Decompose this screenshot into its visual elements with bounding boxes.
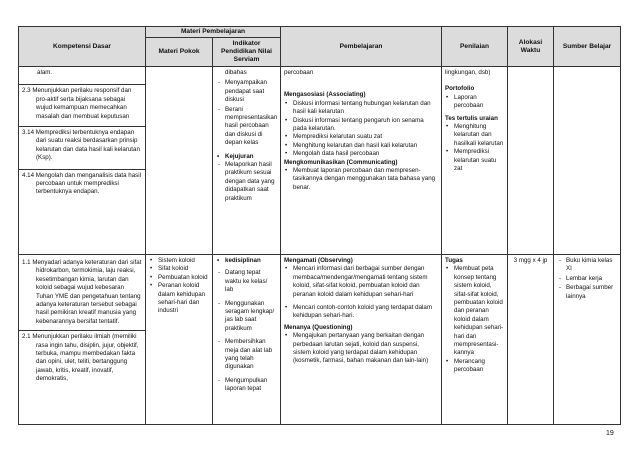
pembelajaran-heading: Mengamati (Observing)	[284, 257, 353, 264]
list-item: - Membersihkan meja dan alat lab yang telah digunakan	[225, 338, 277, 372]
list-item: • Sifat koloid	[158, 265, 209, 273]
list-item: • Diskusi informasi tentang hubungan kelarutan dan hasil kali kelarutan	[293, 100, 438, 117]
materi-list	[149, 257, 209, 316]
list-item: - Lembar kerja	[566, 275, 617, 283]
header-materi-pokok: Materi Pokok	[146, 38, 213, 67]
materi-pokok-cell-2	[146, 255, 213, 425]
header-indikator: Indikator Pendidikan Nilai Serviam	[213, 38, 281, 67]
syllabus-table	[18, 26, 621, 425]
sumber-list	[557, 257, 617, 301]
list-item: • Sistem koloid	[158, 257, 209, 265]
indikator-top-text: dibahas	[225, 69, 247, 76]
list-item: - Berbagai sumber lainnya	[566, 284, 617, 301]
list-item: • Mencari informasi dari berbagai sumber dengan membaca/mendengar/mengamati tentang sistem koloid, sifat-sifat koloid, pembuatan koloid dan peranan koloid dalam kehidupan sehari-hari	[293, 265, 438, 299]
list-item: - Berani mempresentasikan hasil percobaan dan diskusi di depan kelas	[225, 106, 277, 148]
header-alokasi-waktu: Alokasi Waktu	[508, 27, 554, 67]
kd-4-14: 4.14 Mengolah dan menganalisis data hasil percobaan untuk memprediksi terbentuknya endapan.	[19, 169, 145, 199]
pembelajaran-list	[284, 167, 438, 192]
penilaian-heading: Tugas	[445, 257, 463, 264]
indikator-cell-1	[213, 67, 281, 255]
list-item: • Pembuatan koloid	[158, 274, 209, 282]
penilaian-cell-2	[442, 255, 508, 425]
pembelajaran-heading: Menanya (Questioning)	[284, 323, 353, 331]
pembelajaran-cell-2	[281, 255, 442, 425]
alokasi-cell-1	[508, 67, 554, 255]
header-sumber-belajar: Sumber Belajar	[554, 27, 621, 67]
list-item: • Diskusi informasi tentang pengaruh ion senama pada kelarutan.	[293, 117, 438, 134]
kd-1-1: 1.1 Menyadari adanya keteraturan dari sifat hidrokarbon, termokimia, laju reaksi, kesetimbangan kimia, larutan dan koloid sebagai wujud kebesaran Tuhan YME dan pengetahuan tentang adanya keteraturan tersebut sebagai hasil pemikiran kreatif manusia yang kebenarannya bersifat tentatif.	[22, 259, 142, 325]
list-item: • Mencari contoh-contoh koloid yang terdapat dalam kehidupan sehari-hari.	[293, 304, 438, 321]
list-item: - Menggunakan seragam lengkap/ jas lab saat praktikum	[225, 300, 277, 334]
list-item: - Datang tepat waktu ke kelas/ lab	[225, 269, 277, 294]
page-number: 19	[606, 430, 614, 437]
indikator-bullet-list	[216, 257, 277, 265]
kd-3-14: 3.14 Memprediksi terbentuknya endapan dari suatu reaksi berdasarkan prinsip kelarutan dan data hasil kali kelarutan (Ksp).	[19, 126, 145, 165]
indikator-list	[216, 161, 277, 203]
indikator-bullet-list	[216, 153, 277, 161]
list-item: • Menghitung kelarutan dan hasilkali kelarutan	[454, 123, 504, 148]
pembelajaran-cell-1	[281, 67, 442, 255]
penilaian-heading: Tes tertulis uraian	[445, 114, 498, 122]
list-item: • Membuat peta konsep tentang sistem koloid, sifat-sifat koloid, pembuatan koloid dan peranan koloid dalam kehidupan sehari-hari dan mempresentasi-kannya	[454, 265, 504, 357]
header-materi-pembelajaran: Materi Pembelajaran	[146, 27, 281, 38]
list-item: • Merancang percobaan	[454, 358, 504, 375]
list-item: • Menghitung kelarutan dan hasil kali kelarutan	[293, 142, 438, 150]
penilaian-cell-1	[442, 67, 508, 255]
list-item: - Menyampaikan pendapat saat diskusi	[225, 79, 277, 104]
list-item: - Mengumpulkan laporan tepat	[225, 377, 277, 394]
penilaian-list	[445, 94, 504, 111]
sumber-cell-2	[554, 255, 621, 425]
list-item: • Memprediksi kelarutan suatu zat	[293, 133, 438, 141]
pembelajaran-list	[284, 100, 438, 159]
indikator-list	[216, 269, 277, 393]
penilaian-list	[445, 123, 504, 173]
sumber-cell-1	[554, 67, 621, 255]
list-item: • Laporan percobaan	[454, 94, 504, 111]
list-item: • Memprediksi kelarutan suatu zat	[454, 148, 504, 173]
header-kompetensi-dasar: Kompetensi Dasar	[19, 27, 146, 67]
header-pembelajaran: Pembelajaran	[281, 27, 442, 67]
pembelajaran-list	[284, 332, 438, 366]
pembelajaran-heading: Mengasosiasi (Associating)	[284, 91, 366, 99]
list-item: • Kejujuran	[225, 153, 277, 161]
list-item: • Mengajukan pertanyaan yang berkaitan dengan perbedaan larutan sejati, koloid dan suspensi, sistem koloid yang terdapat dalam kehidupan (kosmetik, farmasi, bahan makanan dan lain-lain)	[293, 332, 438, 366]
penilaian-heading: Portofolio	[445, 85, 475, 93]
kd-alam: alam.	[37, 69, 53, 76]
penilaian-top-text: lingkungan, dsb)	[445, 69, 491, 76]
pembelajaran-heading: Mengkomunikasikan (Communicating)	[284, 158, 398, 166]
header-penilaian: Penilaian	[442, 27, 508, 67]
kd-2-3: 2.3 Menunjukkan perilaku responsif dan pro-aktif serta bijaksana sebagai wujud kemampuan memecahkan masalah dan membuat keputusan	[19, 84, 145, 123]
kd-2-1: 2.1 Menunjukkan perilaku ilmiah (memiliki rasa ingin tahu, disiplin, jujur, objektif, terbuka, mampu membedakan fakta dan opini, ulet, teliti, bertanggung jawab, kritis, kreatif, inovatif, demokratis,	[19, 330, 145, 385]
materi-pokok-cell-1	[146, 67, 213, 255]
penilaian-list	[445, 265, 504, 374]
pembelajaran-list	[284, 265, 438, 320]
alokasi-cell-2: 3 mgg x 4 jp	[508, 255, 554, 425]
list-item: • Membuat laporan percobaan dan mempresen-tasikannya dengan menggunakan tata bahasa yang benar.	[293, 167, 438, 192]
list-item: • Mengolah data hasil percobaan	[293, 150, 438, 158]
table-row	[19, 255, 621, 425]
indikator-cell-2	[213, 255, 281, 425]
list-item: • kedisiplinan	[225, 257, 277, 265]
list-item: • Peranan koloid dalam kehidupan sehari-hari dan industri	[158, 282, 209, 316]
table-row	[19, 67, 621, 255]
list-item: - Melaporkan hasil praktikum sesuai dengan data yang didapatkan saat praktikum	[225, 161, 277, 203]
pembelajaran-top-text: percobaan	[284, 69, 314, 76]
list-item: - Buku kimia kelas XI	[566, 257, 617, 274]
indikator-list	[216, 79, 277, 147]
